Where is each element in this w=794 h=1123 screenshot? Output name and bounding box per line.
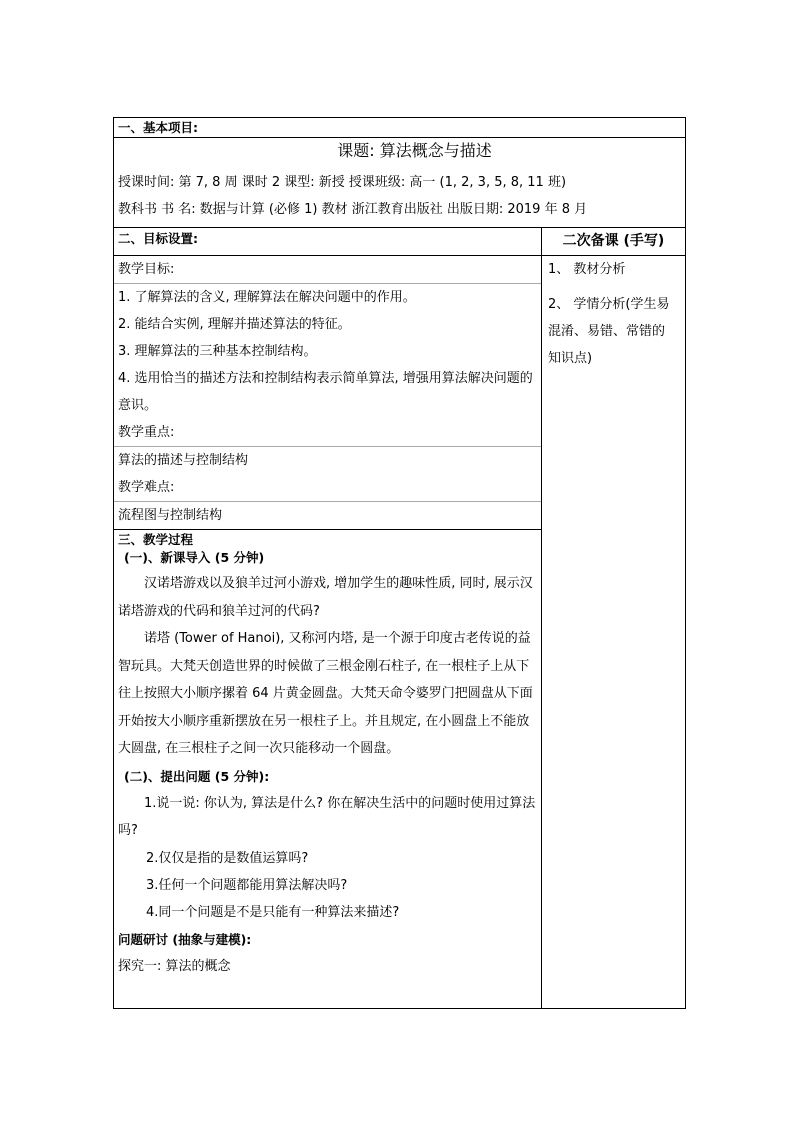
key-point-label: 教学重点: [118, 425, 175, 440]
section1-heading-row [114, 118, 686, 138]
part1-title: (一)、新课导入 (5 分钟) [124, 550, 265, 565]
part1-paragraph: 诺塔 (Tower of Hanoi), 又称河内塔, 是一个源于印度古老传说的益智玩具。大梵天创造世界的时候做了三根金刚石柱子, 在一根柱子上从下往上按照大小顺序摞着 64 片黄金圆盘。大梵天命令婆罗门把圆盘从下面开始按大小顺序重新摆放在另一根柱子上。并且规定, 在小圆盘上不能放大圆盘, 在三根柱子之间一次只能移动一个圆盘。 [118, 631, 533, 756]
lesson-title: 课题: 算法概念与描述 [337, 141, 492, 160]
note-item: 1、 教材分析 [548, 262, 626, 277]
part2-title: (二)、提出问题 (5 分钟): [124, 768, 270, 784]
section2-heading-row [114, 228, 686, 256]
question-item: 1.说一说: 你认为, 算法是什么? 你在解决生活中的问题时使用过算法吗? [118, 795, 536, 838]
question-item: 2.仅仅是指的是数值运算吗? [146, 850, 309, 866]
goals-label: 教学目标: [118, 262, 175, 277]
section1-heading: 一、基本项目: [118, 120, 198, 135]
goal-item: 3. 理解算法的三种基本控制结构。 [118, 344, 317, 359]
goal-item: 1. 了解算法的含义, 理解算法在解决问题中的作用。 [118, 290, 416, 305]
section3-heading: 三、教学过程 [118, 532, 194, 547]
goal-item: 4. 选用恰当的描述方法和控制结构表示简单算法, 增强用算法解决问题的意识。 [118, 371, 533, 413]
difficulty-point: 流程图与控制结构 [118, 508, 223, 523]
second-prep-heading: 二次备课 (手写) [562, 233, 665, 249]
note-item: 2、 学情分析(学生易混淆、易错、常错的知识点) [548, 297, 670, 366]
difficulty-label: 教学难点: [118, 480, 175, 495]
section2-heading: 二、目标设置: [118, 231, 198, 246]
lesson-plan-page [113, 117, 685, 1009]
goal-item: 2. 能结合实例, 理解并描述算法的特征。 [118, 317, 351, 332]
part1-paragraph: 汉诺塔游戏以及狼羊过河小游戏, 增加学生的趣味性质, 同时, 展示汉诺塔游戏的代码和狼羊过河的代码? [118, 576, 533, 619]
question-item: 3.任何一个问题都能用算法解决吗? [146, 877, 348, 893]
discussion-title: 问题研讨 (抽象与建模): [118, 931, 252, 947]
section1-body-row [114, 138, 686, 228]
question-item: 4.同一个问题是不是只能有一种算法来描述? [146, 904, 400, 920]
key-point: 算法的描述与控制结构 [118, 453, 249, 468]
lesson-plan-table [113, 117, 686, 1009]
schedule-line: 授课时间: 第 7, 8 周 课时 2 课型: 新授 授课班级: 高一 (1, 2, 3, 5, 8, 11 班) [118, 175, 567, 190]
explore-item: 探究一: 算法的概念 [118, 958, 231, 974]
textbook-line: 教科书 书 名: 数据与计算 (必修 1) 教材 浙江教育出版社 出版日期: 2019 年 8 月 [118, 202, 588, 217]
section2-body-row [114, 256, 686, 530]
